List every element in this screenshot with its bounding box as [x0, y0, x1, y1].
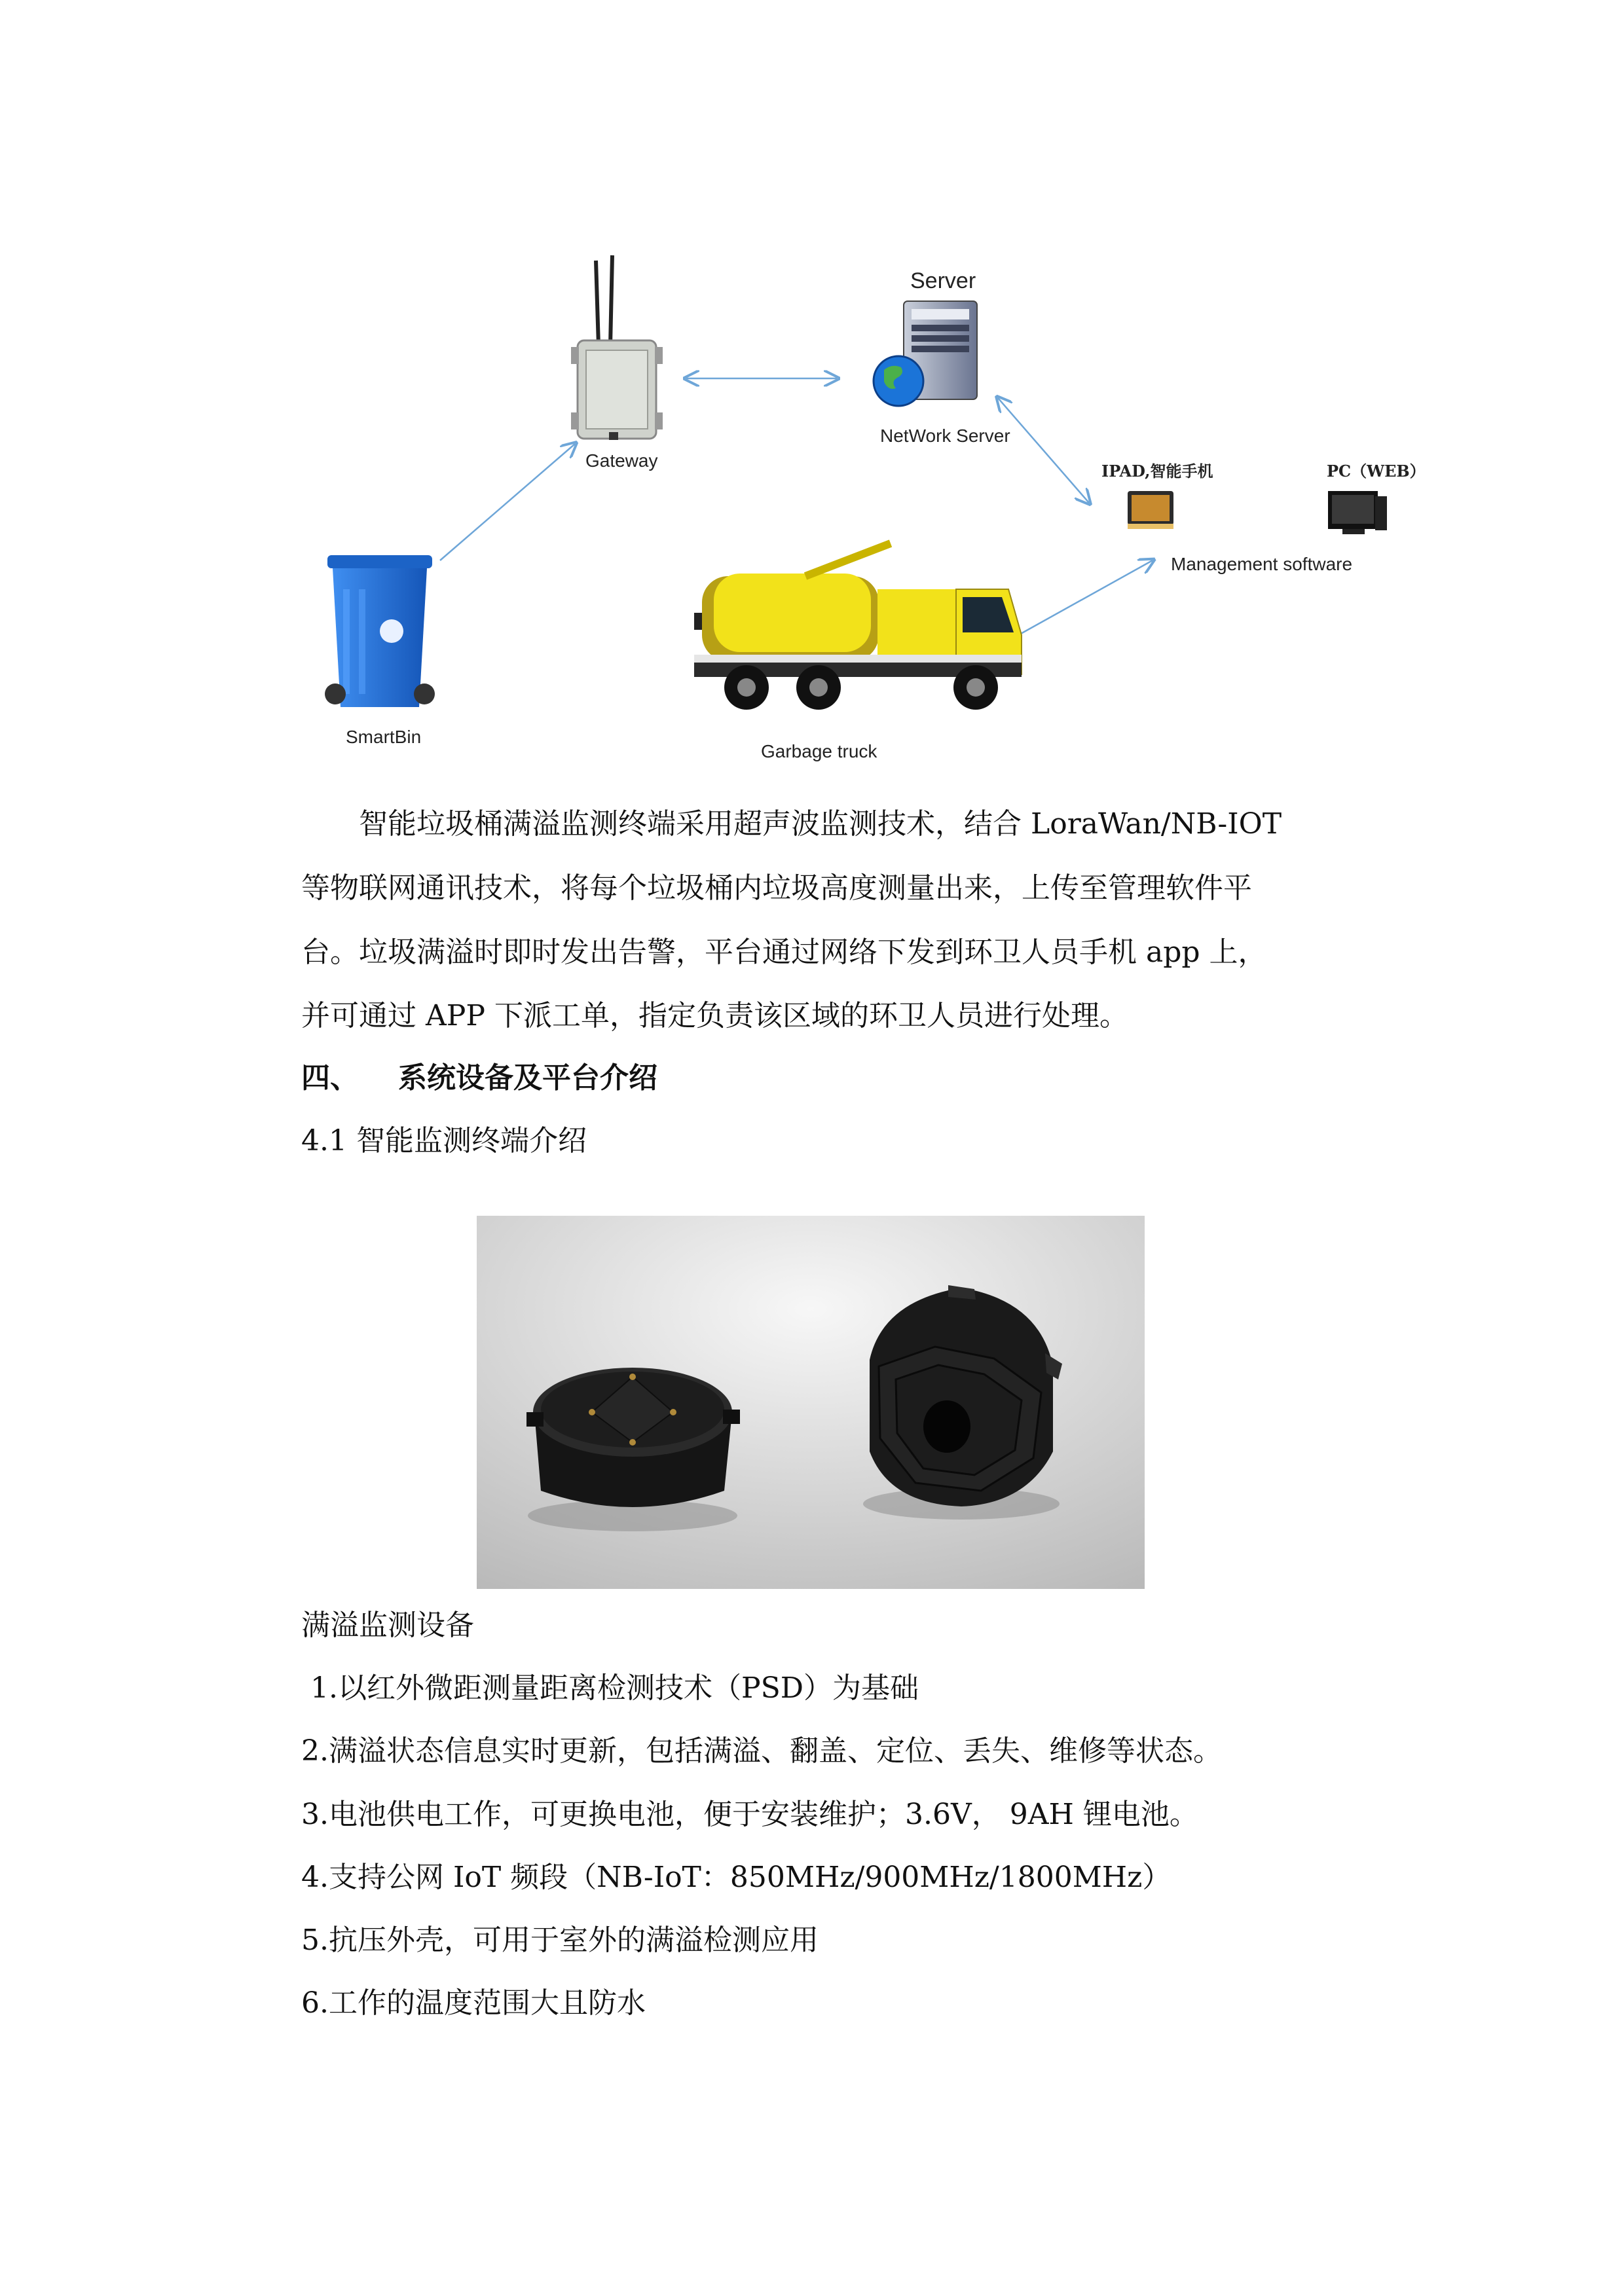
feature-item-5: 5.抗压外壳，可用于室外的满溢检测应用: [301, 1923, 819, 1957]
server-title: Server: [910, 268, 976, 293]
feature-item-6: 6.工作的温度范围大且防水: [301, 1986, 646, 2020]
section-number: 四、: [301, 1061, 359, 1095]
management-software-label: Management software: [1171, 554, 1353, 574]
device-photo: [477, 1216, 1145, 1589]
ipad-icon: [1128, 491, 1173, 529]
gateway-device-icon: [571, 255, 663, 440]
smartbin-label: SmartBin: [346, 727, 422, 747]
gateway-label: Gateway: [585, 450, 658, 471]
truck-management-arrow: [1002, 560, 1153, 644]
device-caption: 满溢监测设备: [301, 1609, 474, 1642]
paragraph-line-1: 智能垃圾桶满溢监测终端采用超声波监测技术，结合 LoraWan/NB-IOT: [359, 807, 1282, 841]
network-server-label: NetWork Server: [880, 426, 1010, 446]
garbage-truck-icon: [694, 543, 1022, 710]
feature-item-4: 4.支持公网 IoT 频段（NB-IoT：850MHz/900MHz/1800MHz）: [301, 1861, 1172, 1894]
paragraph-line-2: 等物联网通讯技术，将每个垃圾桶内垃圾高度测量出来，上传至管理软件平: [301, 871, 1252, 905]
smartbin-icon: [325, 555, 435, 707]
pc-label: PC（WEB）: [1327, 462, 1426, 481]
feature-item-1: 1.以红外微距测量距离检测技术（PSD）为基础: [310, 1671, 919, 1705]
ipad-label: IPAD,智能手机: [1101, 462, 1213, 481]
paragraph-line-3: 台。垃圾满溢时即时发出告警，平台通过网络下发到环卫人员手机 app 上，: [301, 936, 1267, 969]
paragraph-line-4: 并可通过 APP 下派工单，指定负责该区域的环卫人员进行处理。: [301, 999, 1128, 1032]
server-icon: [874, 301, 977, 406]
system-architecture-diagram: [301, 236, 1428, 779]
pc-monitor-icon: [1328, 491, 1387, 534]
feature-item-2: 2.满溢状态信息实时更新，包括满溢、翻盖、定位、丢失、维修等状态。: [301, 1734, 1222, 1768]
section-title: 系统设备及平台介绍: [398, 1061, 657, 1095]
garbage-truck-label: Garbage truck: [761, 741, 877, 761]
smartbin-gateway-arrow: [440, 444, 575, 560]
server-ipad-arrow: [998, 398, 1089, 503]
diagram-graphics: [301, 236, 1428, 779]
subsection-title: 4.1 智能监测终端介绍: [301, 1124, 587, 1157]
feature-item-3: 3.电池供电工作，可更换电池，便于安装维护；3.6V， 9AH 锂电池。: [301, 1798, 1198, 1831]
